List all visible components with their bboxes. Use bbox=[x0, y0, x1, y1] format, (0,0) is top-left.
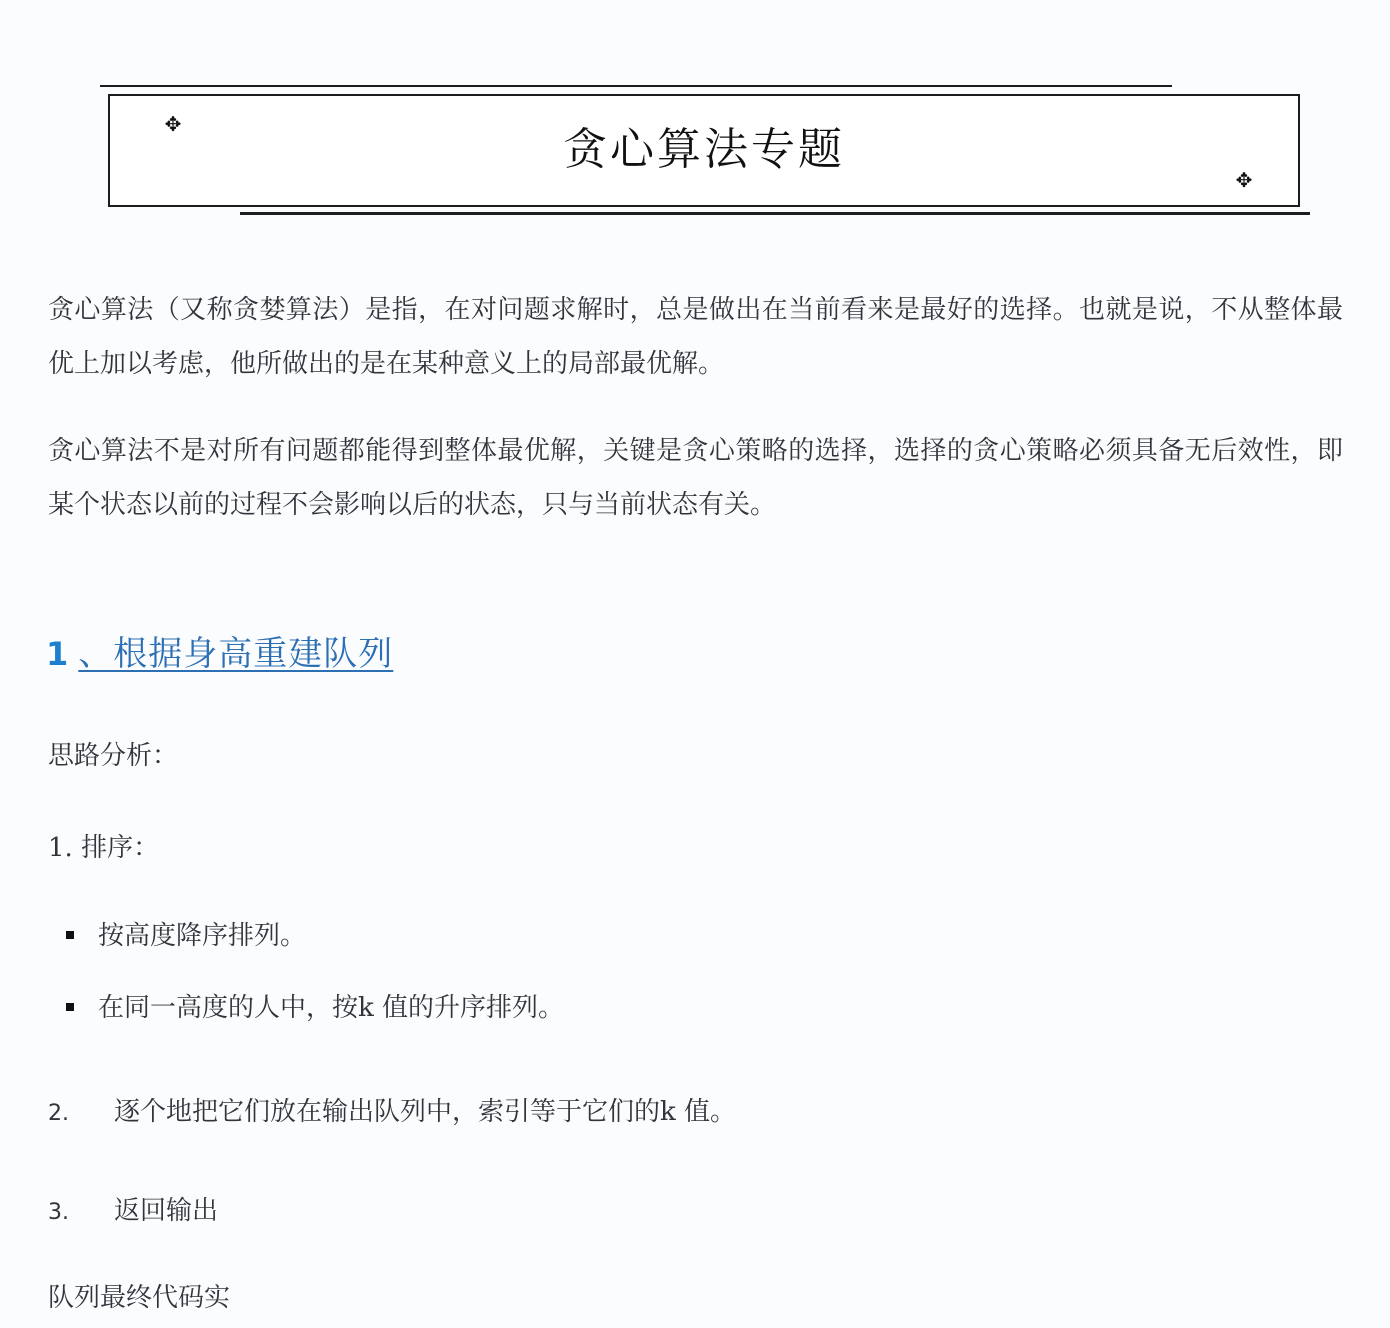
step-number: 3. bbox=[48, 1200, 69, 1225]
list-item-text: 在同一高度的人中，按k 值的升序排列。 bbox=[98, 993, 565, 1023]
intro-paragraph-2: 贪心算法不是对所有问题都能得到整体最优解，关键是贪心策略的选择，选择的贪心策略必须具备无后效性，即某个状态以前的过程不会影响以后的状态，只与当前状态有关。 bbox=[48, 436, 1343, 520]
bottom-rule bbox=[240, 212, 1310, 215]
page-title: 贪心算法专题 bbox=[563, 124, 845, 175]
list-item bbox=[66, 990, 564, 1026]
intro-paragraph-1: 贪心算法（又称贪婪算法）是指，在对问题求解时，总是做出在当前看来是最好的选择。也就是说，不从整体最优上加以考虑，他所做出的是在某种意义上的局部最优解。 bbox=[48, 295, 1343, 379]
ornament-cross-icon: ✥ bbox=[164, 112, 182, 136]
step-text: 返回输出 bbox=[114, 1196, 219, 1226]
analysis-label: 思路分析： bbox=[48, 741, 179, 771]
code-label: 队列最终代码实 bbox=[48, 1283, 231, 1313]
bullet-icon bbox=[66, 931, 74, 939]
top-rule bbox=[100, 85, 1172, 87]
list-item bbox=[66, 918, 306, 954]
step-item bbox=[48, 1094, 736, 1132]
bullet-icon bbox=[66, 1003, 74, 1011]
sort-label: 1. 排序： bbox=[48, 833, 160, 863]
step-text: 逐个地把它们放在输出队列中，索引等于它们的k 值。 bbox=[114, 1097, 737, 1127]
section-number: 1 bbox=[46, 635, 69, 673]
step-number: 2. bbox=[48, 1101, 69, 1126]
section-title-link[interactable]: 、根据身高重建队列 bbox=[78, 634, 394, 674]
list-item-text: 按高度降序排列。 bbox=[98, 921, 307, 951]
section-heading[interactable] bbox=[46, 626, 393, 676]
step-item bbox=[48, 1193, 218, 1231]
ornament-cross-icon: ✥ bbox=[1235, 168, 1253, 192]
